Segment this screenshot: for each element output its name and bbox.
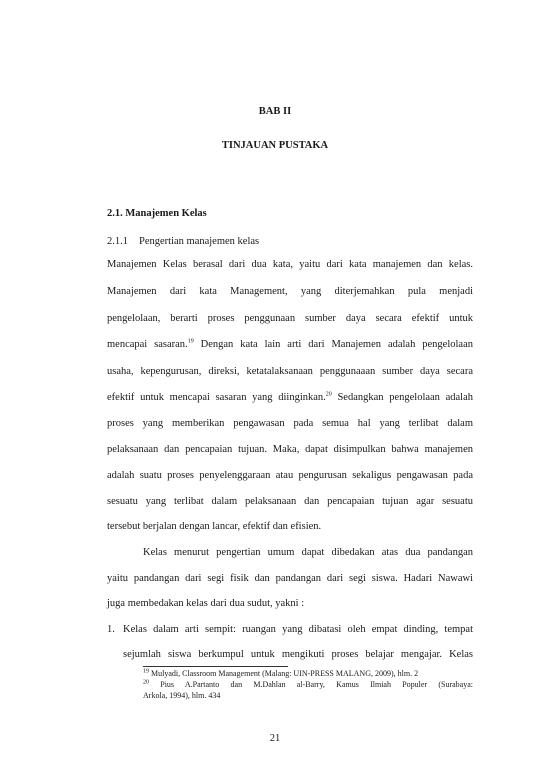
text-line: Kelas dalam arti sempit: ruangan yang dibatasi oleh empat dinding, tempat [123,624,473,635]
chapter-title: TINJAUAN PUSTAKA [221,140,329,151]
text-line [107,338,473,352]
footnote-20 [143,680,473,690]
text-line: sesuatu yang terlibat dalam pelaksanaan dan pencapaian tujuan agar sesuatu [107,496,473,507]
footnote-20-continued: Arkola, 1994), hlm. 434 [143,691,221,700]
text-segment: mencapai sasaran. [107,339,188,350]
subsection-number: 2.1.1 [107,236,128,247]
subsection-title: Pengertian manajemen kelas [139,236,260,247]
text-line: yaitu pandangan dari segi fisik dan pandangan dari segi siswa. Hadari Nawawi [107,573,473,584]
footnote-text: Mulyadi, Classroom Management (Malang: UIN-PRESS MALANG, 2009), hlm. 2 [149,669,419,678]
subsection-heading [107,236,259,247]
page-number: 21 [269,733,281,744]
text-line: Manajemen Kelas berasal dari dua kata, yaitu dari kata manajemen dan kelas. [107,259,473,270]
text-segment: Dengan kata lain arti dari Manajemen adalah pengelolaan [193,339,473,350]
text-line: pelaksanaan dan pencapaian tujuan. Maka, dapat disimpulkan bahwa manajemen [107,444,473,455]
text-line: sejumlah siswa berkumpul untuk mengikuti proses belajar mengajar. Kelas [123,649,473,660]
footnote-text: Pius A.Partanto dan M.Dahlan al-Barry, Kamus Ilmiah Populer (Surabaya: [149,680,473,689]
footnote-19 [143,669,473,679]
footnote-ref-20: 20 [325,391,332,398]
footnote-divider [143,666,288,667]
text-line: juga membedakan kelas dari dua sudut, yakni : [107,598,305,609]
footnote-ref-19: 19 [187,338,194,345]
footnote-number: 19 [143,668,149,675]
text-line: Kelas menurut pengertian umum dapat dibedakan atas dua pandangan [143,547,473,558]
text-segment: efektif untuk mencapai sasaran yang diinginkan. [107,392,326,403]
text-line [107,391,473,405]
text-line: pengelolaan, berarti proses penggunaan sumber daya secara efektif untuk [107,313,473,324]
chapter-number: BAB II [258,106,292,117]
section-heading: 2.1. Manajemen Kelas [107,208,207,219]
footnote-number: 20 [143,679,149,686]
list-number: 1. [107,624,115,635]
text-line: Manajemen dari kata Management, yang diterjemahkan pula menjadi [107,286,473,297]
text-segment: Sedangkan pengelolaan adalah [331,392,474,403]
text-line: usaha, kepengurusan, direksi, ketatalaksanaan penggunaaan sumber daya secara [107,366,473,377]
text-line: proses yang memberikan pengawasan pada semua hal yang terlibat dalam [107,418,473,429]
text-line: adalah suatu proses penyelenggaraan atau pengurusan sekaligus pengawasan pada [107,470,473,481]
text-line: tersebut berjalan dengan lancar, efektif dan efisien. [107,521,322,532]
